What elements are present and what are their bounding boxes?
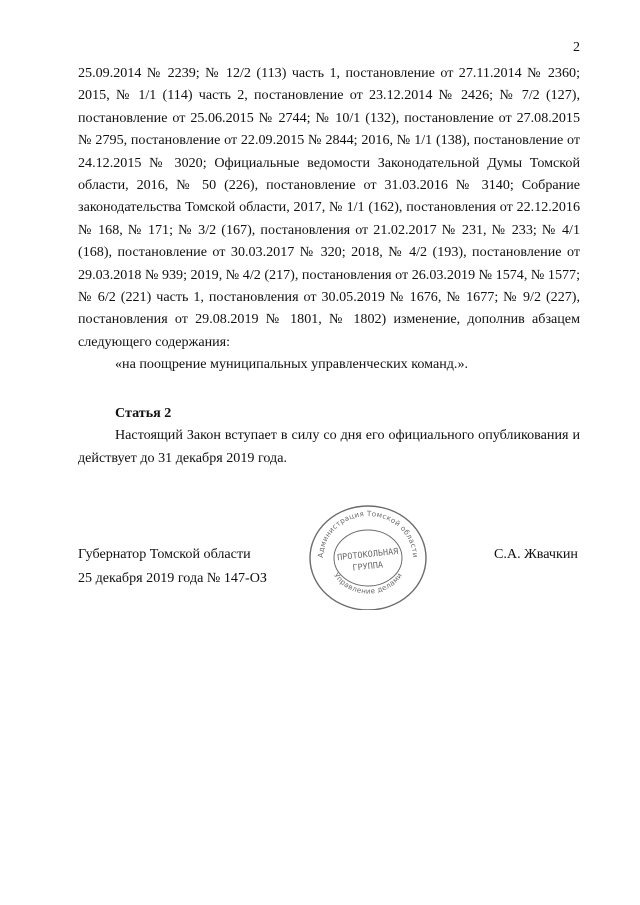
signature-left [78, 542, 267, 590]
document-body [78, 62, 580, 469]
stamp-ring-top: Администрация Томской области [315, 508, 421, 559]
stamp-center-line-2: ГРУППА [351, 560, 384, 574]
page-number: 2 [573, 40, 580, 55]
signature-date-number: 25 декабря 2019 года № 147-ОЗ [78, 570, 267, 586]
paragraph-amendments: 25.09.2014 № 2239; № 12/2 (113) часть 1, постановление от 27.11.2014 № 2360; 2015, № 1/1 (114) часть 2, постановление от 23.12.2014 № 2426; № 7/2 (127), постановление от 25.06.2015 № 2744; № 10/1 (132), постановление от 27.08.2015 № 2795, постановление от 22.09.2015 № 2844; 2016, № 1/1 (138), постановление от 24.12.2015 № 3020; Официальные ведомости Законодательной Думы Томской области, 2016, № 50 (226), постановление от 31.03.2016 № 3140; Собрание законодательства Томской области, 2017, № 1/1 (162), постановления от 22.12.2016 № 168, № 171; № 3/2 (167), постановления от 21.02.2017 № 231, № 233; № 4/1 (168), постановление от 30.03.2017 № 320; 2018, № 4/2 (193), постановление от 29.03.2018 № 939; 2019, № 4/2 (217), постановления от 26.03.2019 № 1574, № 1577; № 6/2 (221) часть 1, постановления от 30.05.2019 № 1676, № 1677; № 9/2 (227), постановления от 29.08.2019 № 1801, № 1802) изменение, дополнив абзацем следующего содержания: [78, 65, 580, 350]
stamp-center-line-1: ПРОТОКОЛЬНАЯ [336, 546, 399, 564]
article-text: Настоящий Закон вступает в силу со дня его официального опубликования и действует до 31 декабря 2019 года. [78, 427, 580, 466]
signatory-name: С.А. Жвачкин [494, 546, 578, 562]
stamp-ring-bottom: Управление делами [331, 570, 405, 596]
paragraph-quote: «на поощрение муниципальных управленческих команд.». [115, 356, 469, 373]
official-stamp [303, 500, 433, 610]
article-title: Статья 2 [115, 404, 172, 421]
signatory-position: Губернатор Томской области [78, 546, 251, 562]
